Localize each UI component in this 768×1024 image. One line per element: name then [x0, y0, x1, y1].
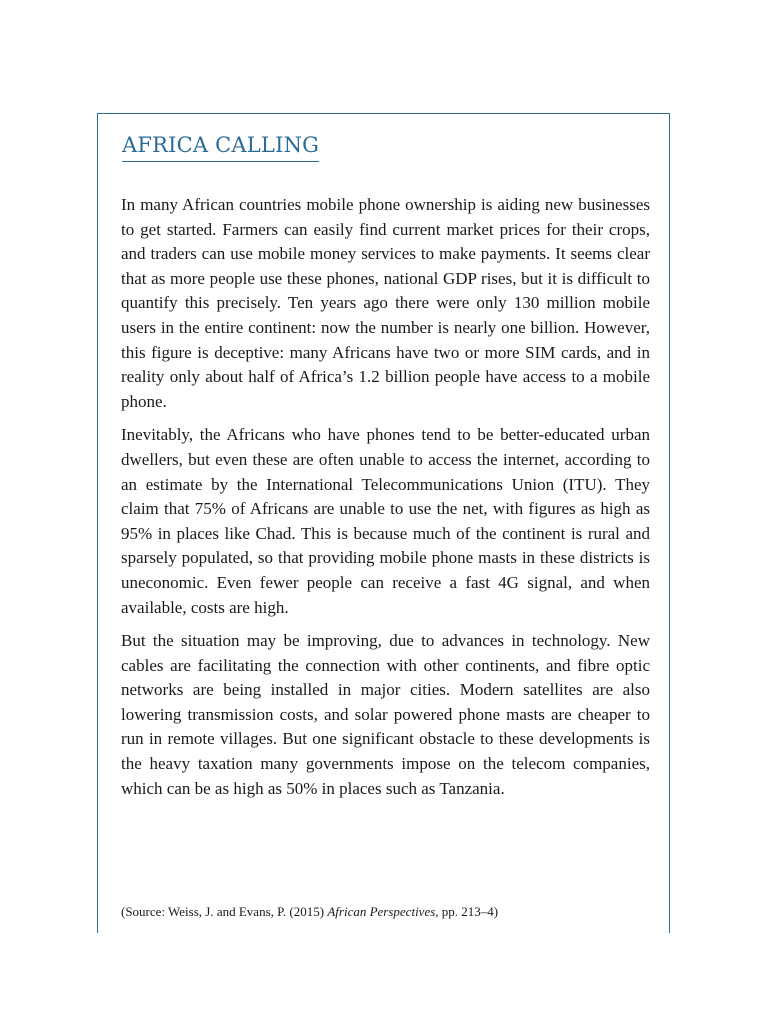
source-prefix: (Source: Weiss, J. and Evans, P. (2015) [121, 904, 328, 919]
source-suffix: , pp. 213–4) [435, 904, 499, 919]
paragraph-1: In many African countries mobile phone ownership is aiding new businesses to get started. Farmers can easily find current market prices for their crops, and traders can use mobile money services to make payments. It seems clear that as more people use these phones, national GDP rises, but it is difficult to quantify this precisely. Ten years ago there were only 130 million mobile users in the entire continent: now the number is nearly one billion. However, this figure is deceptive: many Africans have two or more SIM cards, and in reality only about half of Africa’s 1.2 billion people have access to a mobile phone. [121, 195, 650, 411]
article-body [121, 193, 650, 810]
paragraph-2: Inevitably, the Africans who have phones tend to be better-educated urban dwellers, but even these are often unable to access the internet, according to an estimate by the International Telecommunications Union (ITU). They claim that 75% of Africans are unable to use the net, with figures as high as 95% in places like Chad. This is because much of the continent is rural and sparsely populated, so that providing mobile phone masts in these districts is uneconomic. Even fewer people can receive a fast 4G signal, and when available, costs are high. [121, 425, 650, 617]
paragraph-3: But the situation may be improving, due to advances in technology. New cables are facilitating the connection with other continents, and fibre optic networks are being installed in major cities. Modern satellites are also lowering transmission costs, and solar powered phone masts are cheaper to run in remote villages. But one significant obstacle to these developments is the heavy taxation many governments impose on the telecom companies, which can be as high as 50% in places such as Tanzania. [121, 631, 650, 798]
source-book-title: African Perspectives [327, 904, 436, 919]
source-citation [121, 904, 498, 920]
article-title: AFRICA CALLING [122, 133, 319, 162]
